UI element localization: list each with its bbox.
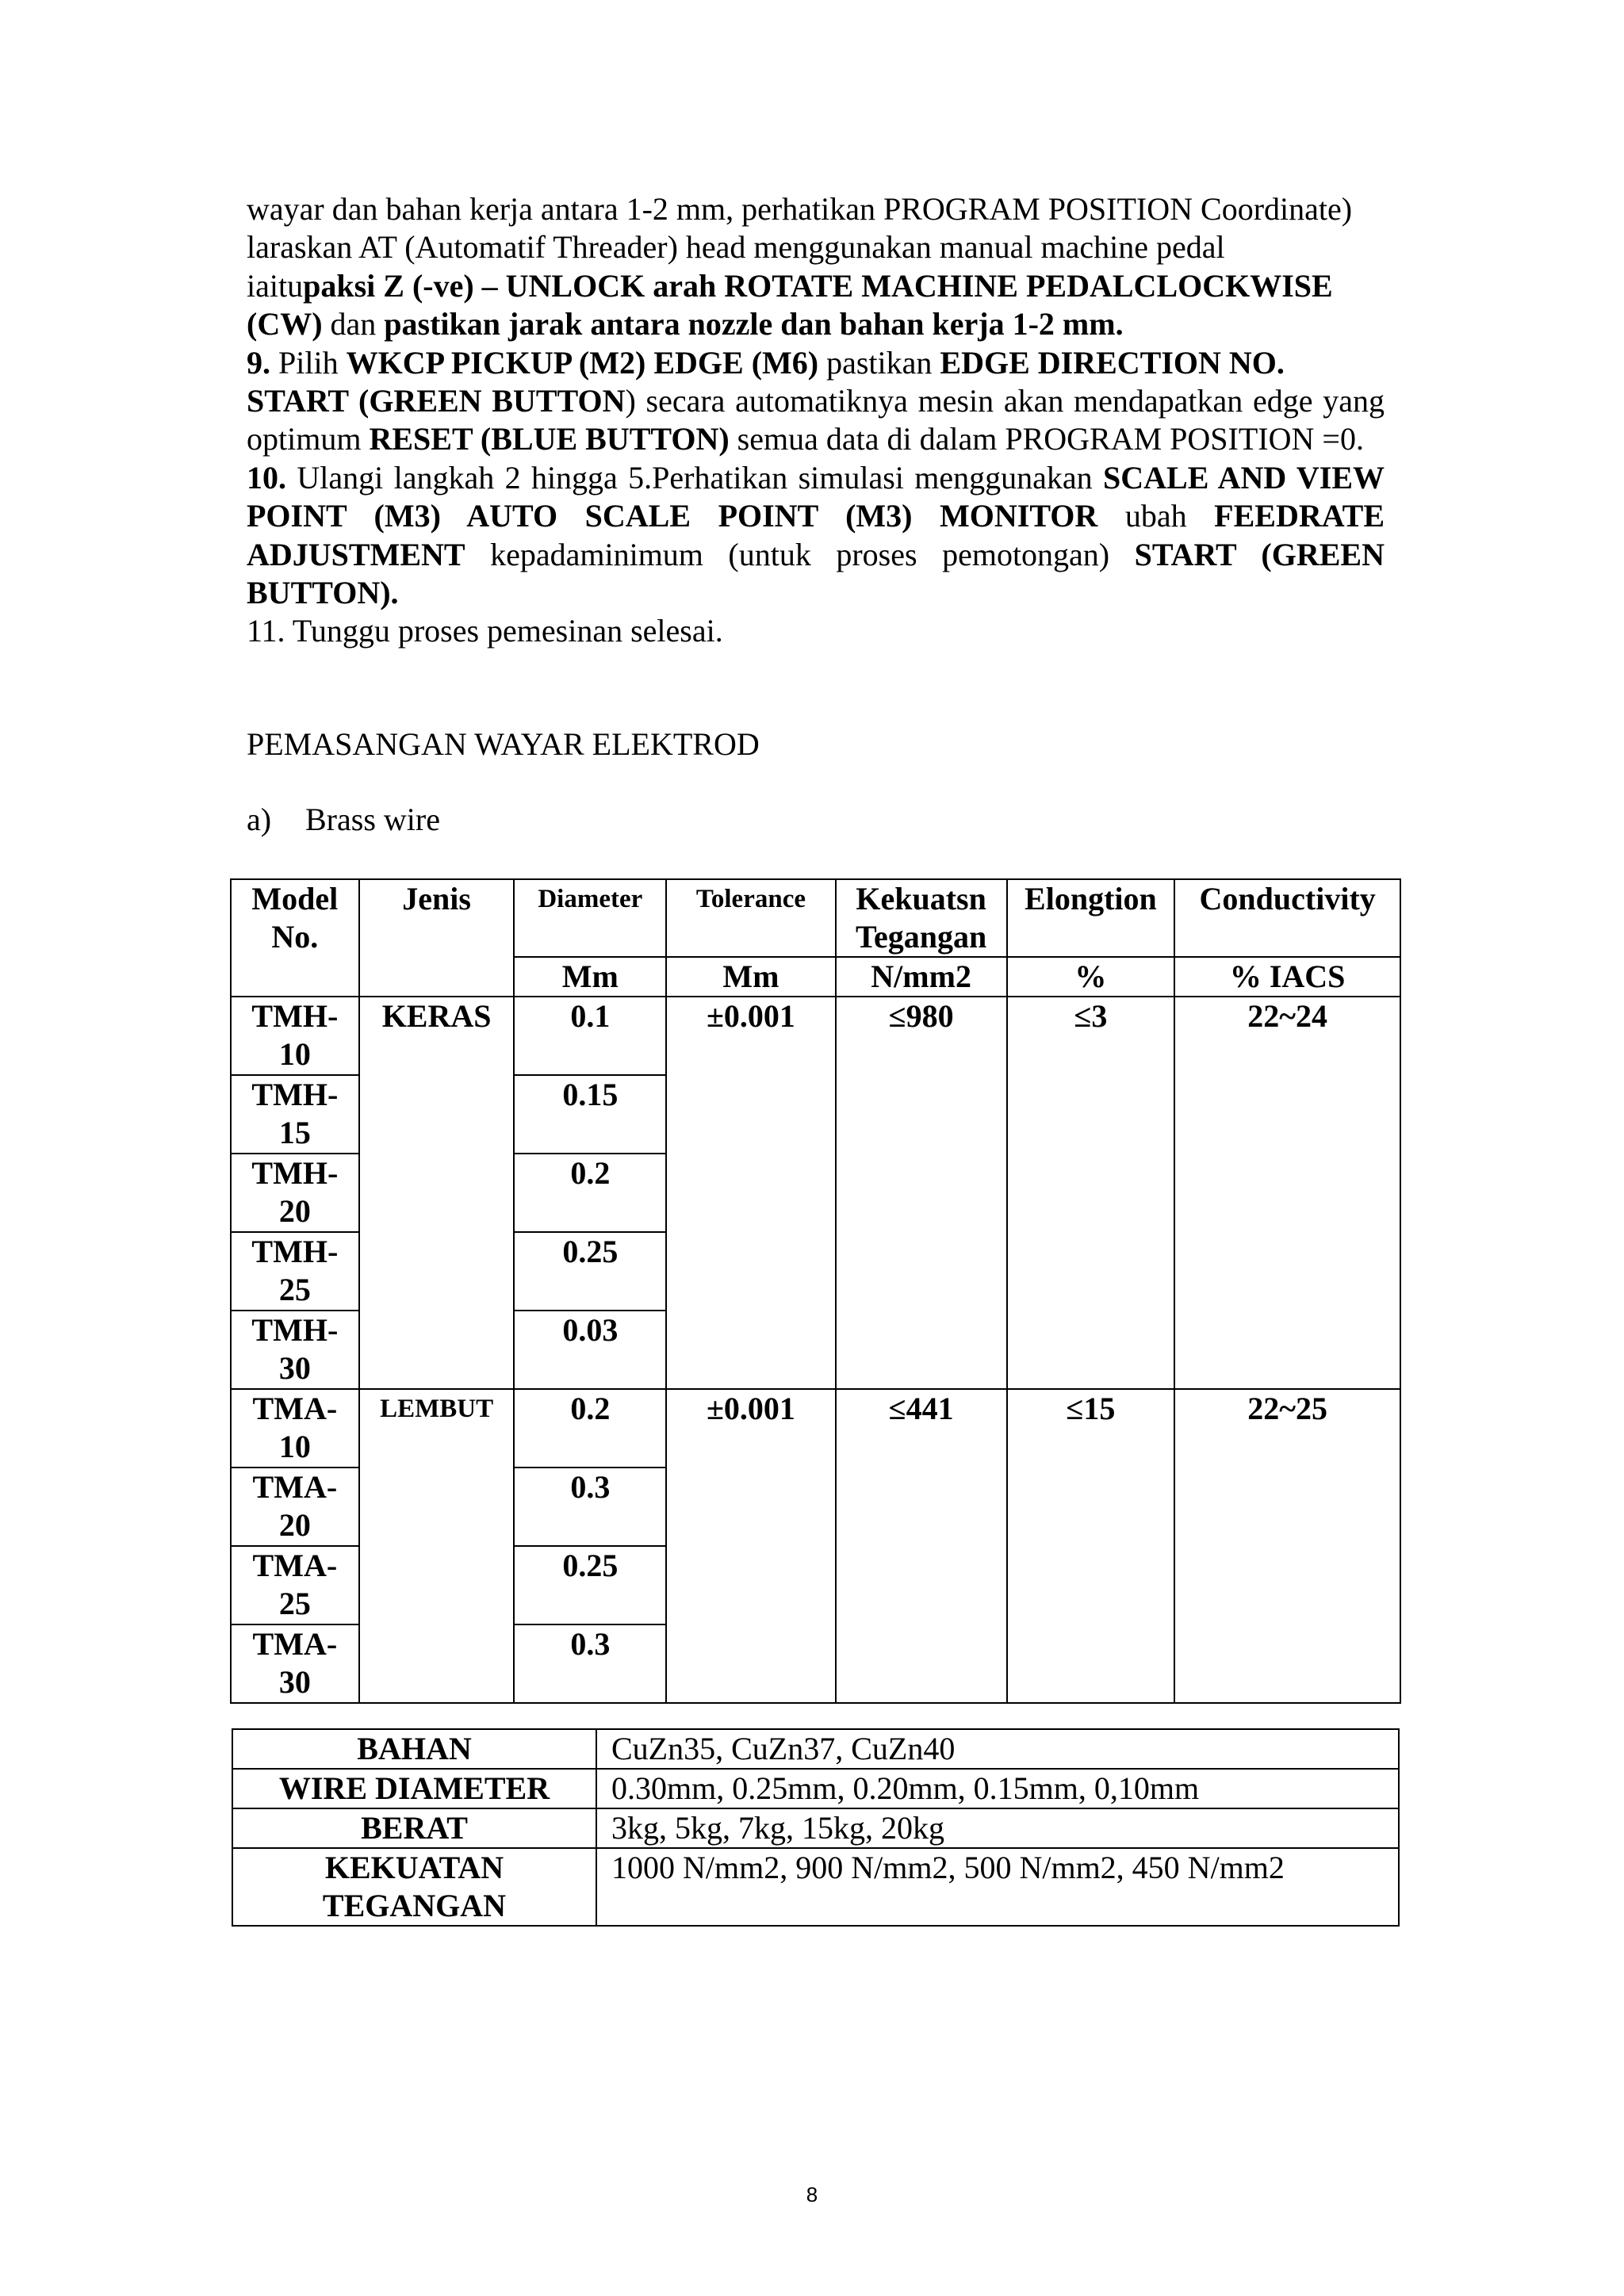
model-cell: TMA- 30 bbox=[231, 1624, 359, 1703]
brass-wire-properties-table bbox=[232, 1728, 1400, 1927]
step-10: 10. Ulangi langkah 2 hingga 5.Perhatikan simulasi menggunakan SCALE AND VIEW POINT (M3) AUTO SCALE POINT (M3) MONITOR ubah FEEDRATE ADJUSTMENT kepadaminimum (untuk proses pemotongan) START (GREEN BUTTON). bbox=[247, 459, 1385, 611]
table-row bbox=[232, 1848, 1399, 1926]
header-model: Model No. bbox=[231, 879, 359, 957]
kekuatan-lembut: ≤441 bbox=[836, 1389, 1007, 1703]
subsection-label bbox=[247, 801, 440, 839]
model-cell: TMA- 20 bbox=[231, 1468, 359, 1546]
subsection-text: Brass wire bbox=[305, 802, 440, 837]
header-conductivity: Conductivity bbox=[1174, 879, 1400, 957]
conductivity-lembut: 22~25 bbox=[1174, 1389, 1400, 1703]
conductivity-keras: 22~24 bbox=[1174, 997, 1400, 1389]
subsection-index: a) bbox=[247, 802, 272, 837]
unit-kekuatan: N/mm2 bbox=[836, 957, 1007, 997]
instruction-text bbox=[247, 190, 1385, 651]
section-title: PEMASANGAN WAYAR ELEKTROD bbox=[247, 726, 760, 762]
diameter-cell: 0.25 bbox=[514, 1546, 666, 1624]
property-value: 3kg, 5kg, 7kg, 15kg, 20kg bbox=[596, 1808, 1399, 1848]
instruction-line: iaitupaksi Z (-ve) – UNLOCK arah ROTATE MACHINE PEDALCLOCKWISE bbox=[247, 267, 1333, 304]
model-cell: TMH- 15 bbox=[231, 1075, 359, 1154]
property-value: 0.30mm, 0.25mm, 0.20mm, 0.15mm, 0,10mm bbox=[596, 1769, 1399, 1808]
header-tolerance: Tolerance bbox=[666, 879, 836, 957]
units-model bbox=[231, 957, 359, 997]
diameter-cell: 0.15 bbox=[514, 1075, 666, 1154]
elongation-keras: ≤3 bbox=[1007, 997, 1175, 1389]
tolerance-keras: ±0.001 bbox=[666, 997, 836, 1389]
jenis-lembut: LEMBUT bbox=[359, 1389, 515, 1703]
diameter-cell: 0.1 bbox=[514, 997, 666, 1075]
header-jenis: Jenis bbox=[359, 879, 515, 957]
property-key: WIRE DIAMETER bbox=[232, 1769, 596, 1808]
model-cell: TMH- 20 bbox=[231, 1154, 359, 1232]
units-jenis bbox=[359, 957, 515, 997]
property-key: KEKUATAN TEGANGAN bbox=[232, 1848, 596, 1926]
header-kekuatan: Kekuatsn Tegangan bbox=[836, 879, 1007, 957]
unit-elongation: % bbox=[1007, 957, 1175, 997]
model-cell: TMH- 10 bbox=[231, 997, 359, 1075]
diameter-cell: 0.3 bbox=[514, 1624, 666, 1703]
model-cell: TMH- 30 bbox=[231, 1311, 359, 1389]
property-value: 1000 N/mm2, 900 N/mm2, 500 N/mm2, 450 N/mm2 bbox=[596, 1848, 1399, 1926]
units-row bbox=[231, 957, 1400, 997]
diameter-cell: 0.25 bbox=[514, 1232, 666, 1311]
unit-conductivity: % IACS bbox=[1174, 957, 1400, 997]
instruction-line: wayar dan bahan kerja antara 1-2 mm, perhatikan PROGRAM POSITION Coordinate) bbox=[247, 191, 1353, 227]
table-row bbox=[231, 1389, 1400, 1468]
model-cell: TMA- 25 bbox=[231, 1546, 359, 1624]
table-header-row bbox=[231, 879, 1400, 957]
unit-tolerance: Mm bbox=[666, 957, 836, 997]
diameter-cell: 0.2 bbox=[514, 1389, 666, 1468]
page-number: 8 bbox=[806, 2183, 818, 2206]
instruction-line: laraskan AT (Automatif Threader) head menggunakan manual machine pedal bbox=[247, 229, 1225, 266]
header-elongation: Elongtion bbox=[1007, 879, 1175, 957]
table-row bbox=[232, 1808, 1399, 1848]
diameter-cell: 0.2 bbox=[514, 1154, 666, 1232]
header-diameter: Diameter bbox=[514, 879, 666, 957]
table-row bbox=[232, 1769, 1399, 1808]
step-9: 9. Pilih WKCP PICKUP (M2) EDGE (M6) pastikan EDGE DIRECTION NO. START (GREEN BUTTON) secara automatiknya mesin akan mendapatkan edge yang optimum RESET (BLUE BUTTON) semua data di dalam PROGRAM POSITION =0. bbox=[247, 344, 1385, 457]
instruction-line: (CW) dan pastikan jarak antara nozzle dan bahan kerja 1-2 mm. bbox=[247, 306, 1124, 342]
jenis-keras: KERAS bbox=[359, 997, 515, 1389]
property-value: CuZn35, CuZn37, CuZn40 bbox=[596, 1729, 1399, 1769]
kekuatan-keras: ≤980 bbox=[836, 997, 1007, 1389]
step-11: 11. Tunggu proses pemesinan selesai. bbox=[247, 613, 723, 649]
brass-wire-spec-table bbox=[230, 878, 1401, 1704]
elongation-lembut: ≤15 bbox=[1007, 1389, 1175, 1703]
table-row bbox=[232, 1729, 1399, 1769]
table-row bbox=[231, 997, 1400, 1075]
model-cell: TMA- 10 bbox=[231, 1389, 359, 1468]
property-key: BAHAN bbox=[232, 1729, 596, 1769]
diameter-cell: 0.03 bbox=[514, 1311, 666, 1389]
model-cell: TMH- 25 bbox=[231, 1232, 359, 1311]
unit-diameter: Mm bbox=[514, 957, 666, 997]
tolerance-lembut: ±0.001 bbox=[666, 1389, 836, 1703]
property-key: BERAT bbox=[232, 1808, 596, 1848]
diameter-cell: 0.3 bbox=[514, 1468, 666, 1546]
